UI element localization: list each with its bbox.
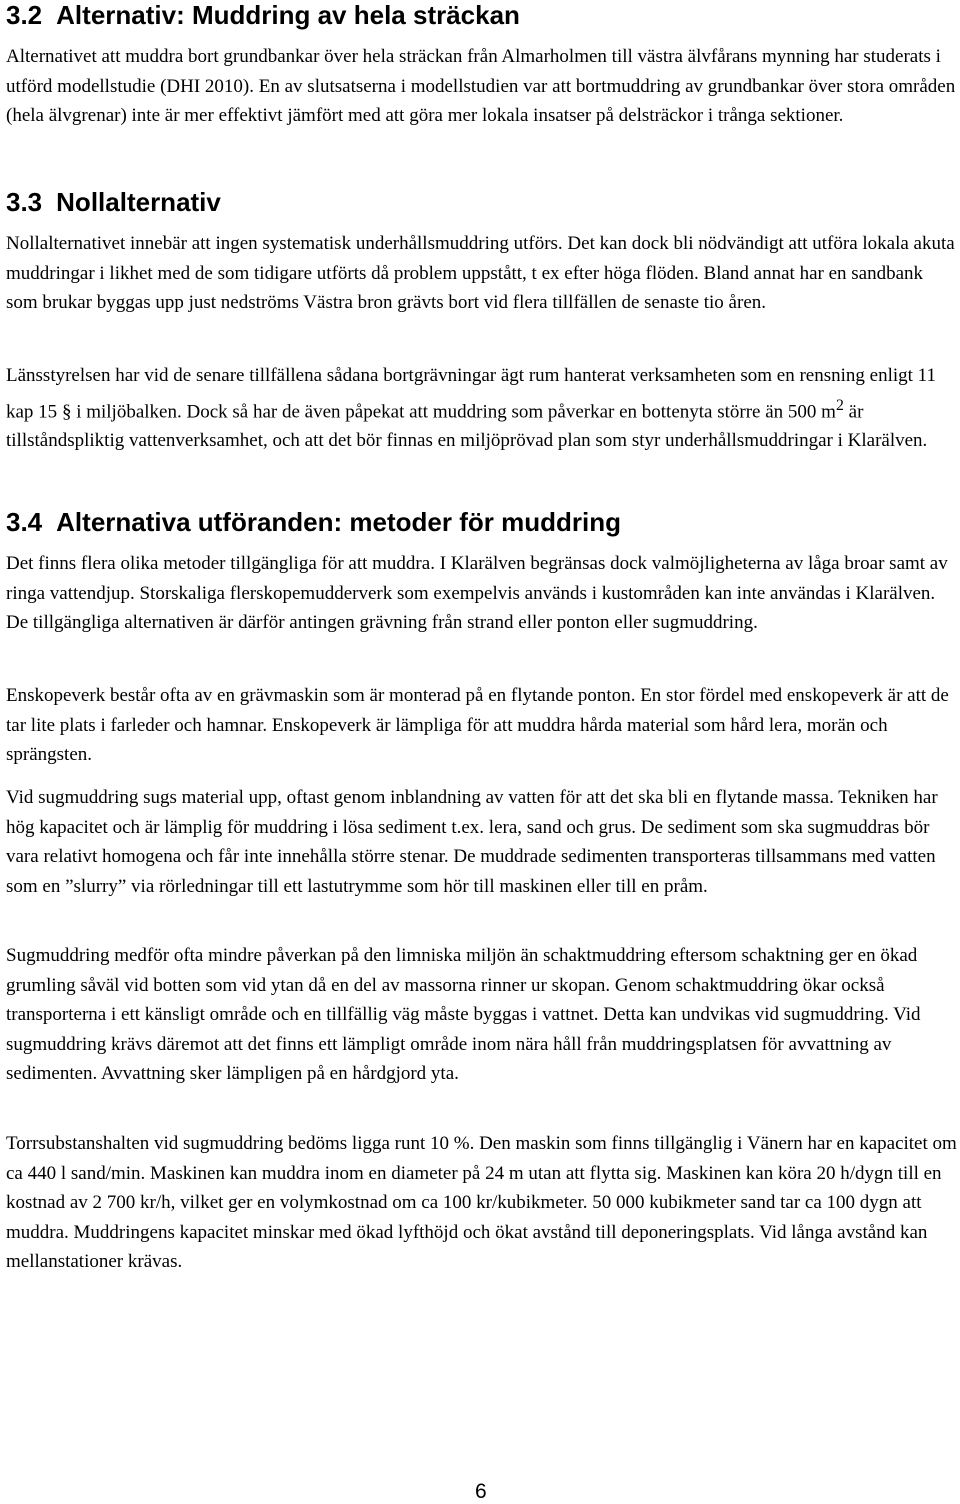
paragraph-text: Länsstyrelsen har vid de senare tillfällena sådana bortgrävningar ägt rum hanterat verksamheten som en rensning enligt 11 kap 15 — [6, 365, 936, 422]
paragraph: Enskopeverk består ofta av en grävmaskin som är monterad på en flytande ponton. En stor fördel med enskopeverk är att de tar lite plats i farleder och hamnar. Enskopeverk är lämpliga för att muddra hårda material som hård lera, morän och sprängsten. — [6, 685, 949, 765]
section-heading-3-4 — [6, 507, 621, 537]
paragraph: Sugmuddring medför ofta mindre påverkan på den limniska miljön än schaktmuddring eftersom schaktning ger en ökad grumling såväl vid botten som vid ytan då en del av massorna rinner ur skopan. Genom schaktmuddring ökar också transporterna i ett känsligt område och en tillfällig väg måste byggas i vattnet. Detta kan undvikas vid sugmuddring. Vid sugmuddring krävs däremot att det finns ett lämpligt område inom nära håll från muddringsplatsen för avvattning av sedimenten. Avvattning sker lämpligen på en hårdgjord yta. — [6, 945, 921, 1084]
section-title: Nollalternativ — [56, 187, 221, 217]
section-heading-3-3 — [6, 187, 221, 217]
paragraph: Alternativet att muddra bort grundbankar över hela sträckan från Almarholmen till västra älvfårans mynning har studerats i utförd modellstudie (DHI 2010). En av slutsatserna i modellstudien var att bortmuddring av grundbankar över stora områden (hela älvgrenar) inte är mer effektivt jämfört med att göra mer lokala insatser på delsträckor i trånga sektioner. — [6, 46, 956, 126]
section-heading-3-2 — [6, 0, 520, 30]
section-title: Alternativa utföranden: metoder för muddring — [56, 507, 621, 537]
paragraph: Vid sugmuddring sugs material upp, oftast genom inblandning av vatten för att det ska bli en flytande massa. Tekniken har hög kapacitet och är lämplig för muddring i lösa sediment t.ex. lera, sand och grus. De sediment som ska sugmuddras bör vara relativt homogena och får inte innehålla större stenar. De muddrade sedimenten transporteras tillsammans med vatten som en ”slurry” via rörledningar till ett lastutrymme som hör till maskinen eller till en pråm. — [6, 787, 938, 897]
paragraph-text: i miljöbalken. Dock så har de även påpekat att muddring som påverkar en bottenyta större än 500 m — [71, 400, 836, 422]
paragraph: Torrsubstanshalten vid sugmuddring bedöms ligga runt 10 %. Den maskin som finns tillgänglig i Vänern har en kapacitet om ca 440 l sand/min. Maskinen kan muddra inom en diameter på 24 m utan att flytta sig. Maskinen kan köra 20 h/dygn till en kostnad av 2 700 kr/h, vilket ger en volymkostnad om ca 100 kr/kubikmeter. 50 000 kubikmeter sand tar ca 100 dygn att muddra. Muddringens kapacitet minskar med ökad lyfthöjd och ökat avstånd till deponeringsplats. Vid långa avstånd kan mellanstationer krävas. — [6, 1133, 957, 1272]
paragraph: Nollalternativet innebär att ingen systematisk underhållsmuddring utförs. Det kan dock bli nödvändigt att utföra lokala akuta muddringar i likhet med de som tidigare utförts då problem uppstått, t ex efter höga flöden. Bland annat har en sandbank som brukar byggas upp just nedströms Västra bron grävts bort vid flera tillfällen de senaste tio åren. — [6, 233, 955, 313]
superscript: 2 — [835, 396, 844, 414]
page-number: 6 — [475, 1480, 487, 1503]
section-number: 3.3 — [6, 187, 43, 217]
section-sign-glyph: § — [61, 400, 72, 422]
section-number: 3.4 — [6, 507, 43, 537]
section-title: Alternativ: Muddring av hela sträckan — [56, 0, 520, 30]
paragraph: Det finns flera olika metoder tillgängliga för att muddra. I Klarälven begränsas dock valmöjligheterna av låga broar samt av ringa vattendjup. Storskaliga flerskopemudderverk som exempelvis används i kustområden kan inte användas i Klarälven. De tillgängliga alternativen är därför antingen grävning från strand eller ponton eller sugmuddring. — [6, 553, 948, 633]
section-number: 3.2 — [6, 0, 43, 30]
paragraph-text: är tillståndspliktig vattenverksamhet, och att det bör finnas en miljöprövad plan som styr underhållsmuddringar i Klarälven. — [6, 400, 928, 452]
paragraph — [6, 361, 958, 456]
